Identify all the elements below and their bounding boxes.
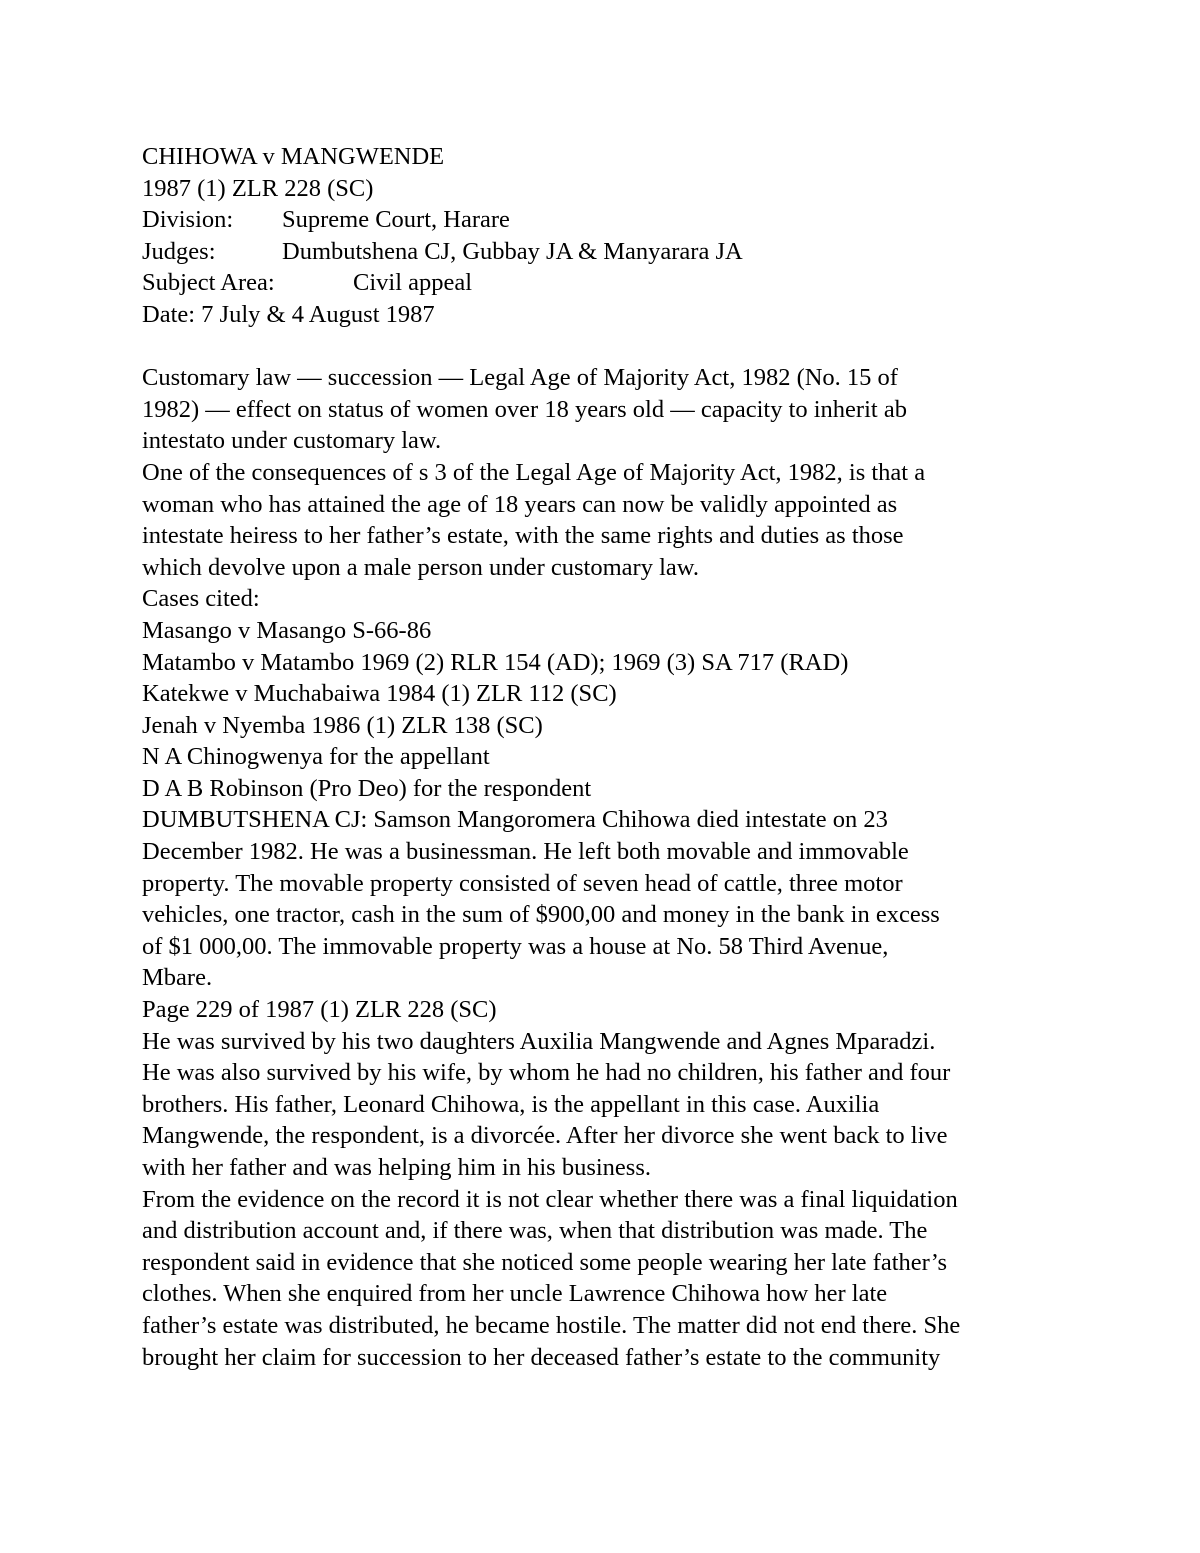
holding-line: One of the consequences of s 3 of the Legal Age of Majority Act, 1982, is that a xyxy=(142,458,926,486)
cited-case: Matambo v Matambo 1969 (2) RLR 154 (AD); 1969 (3) SA 717 (RAD) xyxy=(142,648,849,676)
judgment-line: December 1982. He was a businessman. He left both movable and immovable xyxy=(142,838,909,866)
headnote xyxy=(142,362,1082,457)
judgment-line: brought her claim for succession to her deceased father’s estate to the community xyxy=(142,1343,941,1371)
judges-row xyxy=(142,236,1082,268)
subject-label: Subject Area: xyxy=(142,269,275,297)
counsel-appellant: N A Chinogwenya for the appellant xyxy=(142,743,490,771)
judges-label: Judges: xyxy=(142,237,216,265)
subject-row xyxy=(142,267,1082,299)
page-marker: Page 229 of 1987 (1) ZLR 228 (SC) xyxy=(142,996,497,1024)
cases-cited-heading: Cases cited: xyxy=(142,585,260,613)
headnote-line: 1982) — effect on status of women over 18 years old — capacity to inherit ab xyxy=(142,395,907,423)
judgment-line: From the evidence on the record it is not clear whether there was a final liquidation xyxy=(142,1185,958,1213)
case-citation: 1987 (1) ZLR 228 (SC) xyxy=(142,174,374,202)
holding-line: intestate heiress to her father’s estate, with the same rights and duties as those xyxy=(142,522,904,550)
cited-case: Katekwe v Muchabaiwa 1984 (1) ZLR 112 (SC) xyxy=(142,680,617,708)
judgment-line: property. The movable property consisted of seven head of cattle, three motor xyxy=(142,869,903,897)
judgment-paragraph xyxy=(142,1026,1082,1184)
judgment-line: of $1 000,00. The immovable property was a house at No. 58 Third Avenue, xyxy=(142,932,889,960)
subject-value: Civil appeal xyxy=(353,269,473,297)
judgment-line: with her father and was helping him in his business. xyxy=(142,1154,651,1181)
judgment-line: and distribution account and, if there was, when that distribution was made. The xyxy=(142,1217,928,1245)
judges-value: Dumbutshena CJ, Gubbay JA & Manyarara JA xyxy=(282,237,743,265)
judgment-line: brothers. His father, Leonard Chihowa, is the appellant in this case. Auxilia xyxy=(142,1090,880,1118)
division-value: Supreme Court, Harare xyxy=(282,206,510,234)
judgment-line: vehicles, one tractor, cash in the sum of $900,00 and money in the bank in excess xyxy=(142,901,940,929)
cited-case: Jenah v Nyemba 1986 (1) ZLR 138 (SC) xyxy=(142,711,543,739)
judgment-line: Mbare. xyxy=(142,964,213,992)
holding-line: which devolve upon a male person under customary law. xyxy=(142,553,699,581)
judgment-line: respondent said in evidence that she noticed some people wearing her late father’s xyxy=(142,1248,948,1276)
judgment-line: He was also survived by his wife, by whom he had no children, his father and four xyxy=(142,1059,951,1087)
holding-line: woman who has attained the age of 18 years can now be validly appointed as xyxy=(142,490,898,518)
judgment-paragraph xyxy=(142,804,1082,994)
division-label: Division: xyxy=(142,206,234,234)
holding xyxy=(142,457,1082,583)
judgment-line: father’s estate was distributed, he became hostile. The matter did not end there. She xyxy=(142,1311,961,1339)
counsel-respondent: D A B Robinson (Pro Deo) for the respondent xyxy=(142,774,592,802)
date-line: Date: 7 July & 4 August 1987 xyxy=(142,300,435,328)
judgment-line: Mangwende, the respondent, is a divorcée. After her divorce she went back to live xyxy=(142,1122,948,1150)
division-row xyxy=(142,204,1082,236)
cited-case: Masango v Masango S-66-86 xyxy=(142,616,432,644)
headnote-line: intestato under customary law. xyxy=(142,427,442,455)
document-body xyxy=(142,141,1082,1373)
judgment-line: clothes. When she enquired from her uncle Lawrence Chihowa how her late xyxy=(142,1280,888,1308)
judgment-paragraph xyxy=(142,1184,1082,1374)
case-title: CHIHOWA v MANGWENDE xyxy=(142,143,445,170)
judgment-line: DUMBUTSHENA CJ: Samson Mangoromera Chihowa died intestate on 23 xyxy=(142,806,888,834)
headnote-line: Customary law — succession — Legal Age of Majority Act, 1982 (No. 15 of xyxy=(142,364,898,392)
judgment-line: He was survived by his two daughters Auxilia Mangwende and Agnes Mparadzi. xyxy=(142,1027,936,1055)
spacer xyxy=(142,331,1082,363)
